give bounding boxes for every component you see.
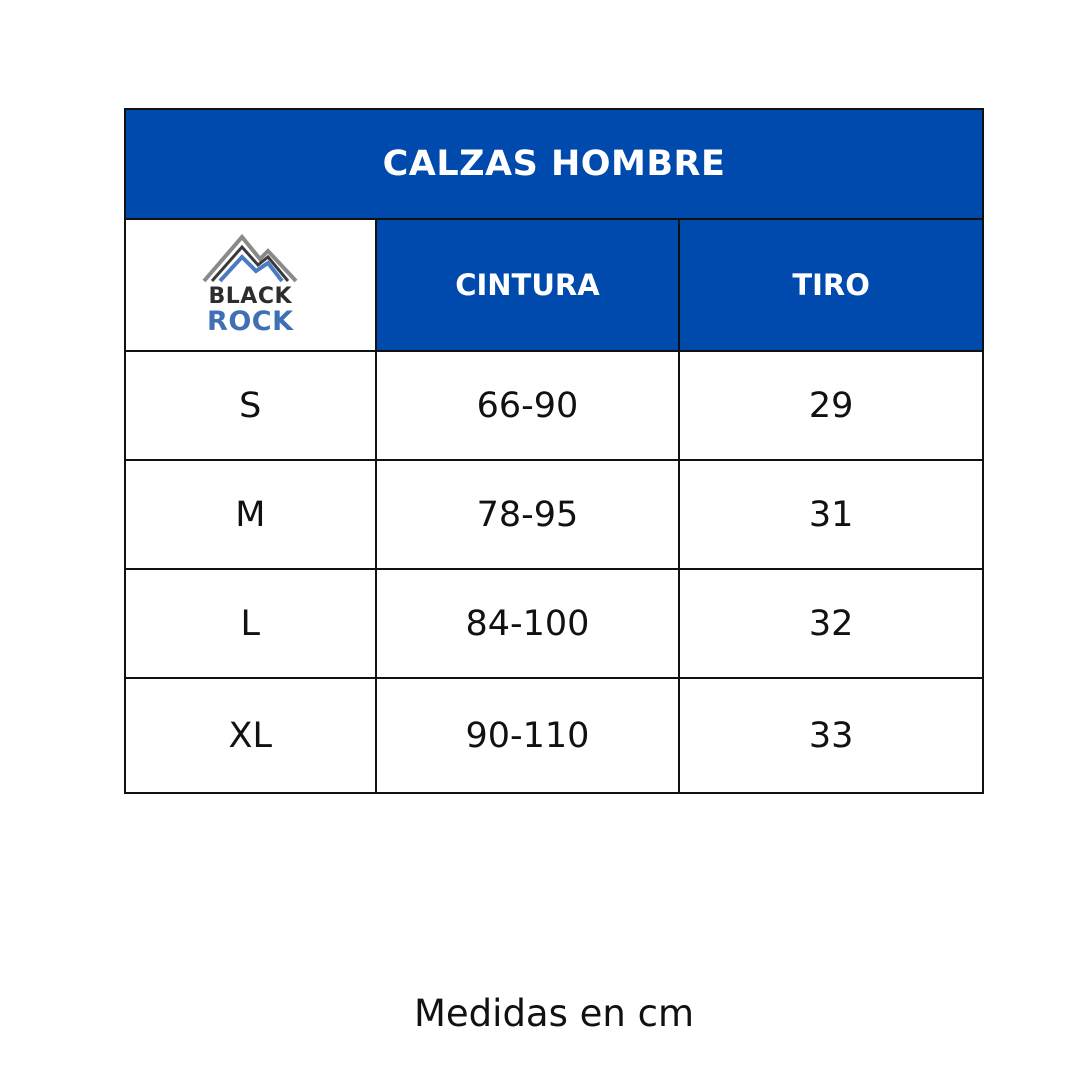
table-title: CALZAS HOMBRE — [125, 109, 983, 219]
size-cell: L — [125, 569, 376, 678]
units-note: Medidas en cm — [413, 992, 694, 1035]
column-header-waist: CINTURA — [376, 219, 680, 351]
waist-cell: 90-110 — [376, 678, 680, 793]
waist-cell: 66-90 — [376, 351, 680, 460]
waist-cell: 84-100 — [376, 569, 680, 678]
logo-cell — [125, 219, 376, 351]
size-chart-table — [124, 108, 984, 794]
rise-cell: 32 — [679, 569, 983, 678]
rise-cell: 29 — [679, 351, 983, 460]
size-cell: XL — [125, 678, 376, 793]
title-row — [125, 109, 983, 219]
table-row — [125, 351, 983, 460]
header-row — [125, 219, 983, 351]
table-row — [125, 569, 983, 678]
mountain-icon — [202, 233, 298, 285]
size-cell: M — [125, 460, 376, 569]
size-cell: S — [125, 351, 376, 460]
brand-logo — [200, 233, 300, 335]
waist-cell: 78-95 — [376, 460, 680, 569]
logo-text-rock: ROCK — [207, 306, 294, 337]
table-row — [125, 678, 983, 793]
rise-cell: 31 — [679, 460, 983, 569]
column-header-rise: TIRO — [679, 219, 983, 351]
table-row — [125, 460, 983, 569]
rise-cell: 33 — [679, 678, 983, 793]
logo-text-black: BLACK — [208, 284, 293, 309]
